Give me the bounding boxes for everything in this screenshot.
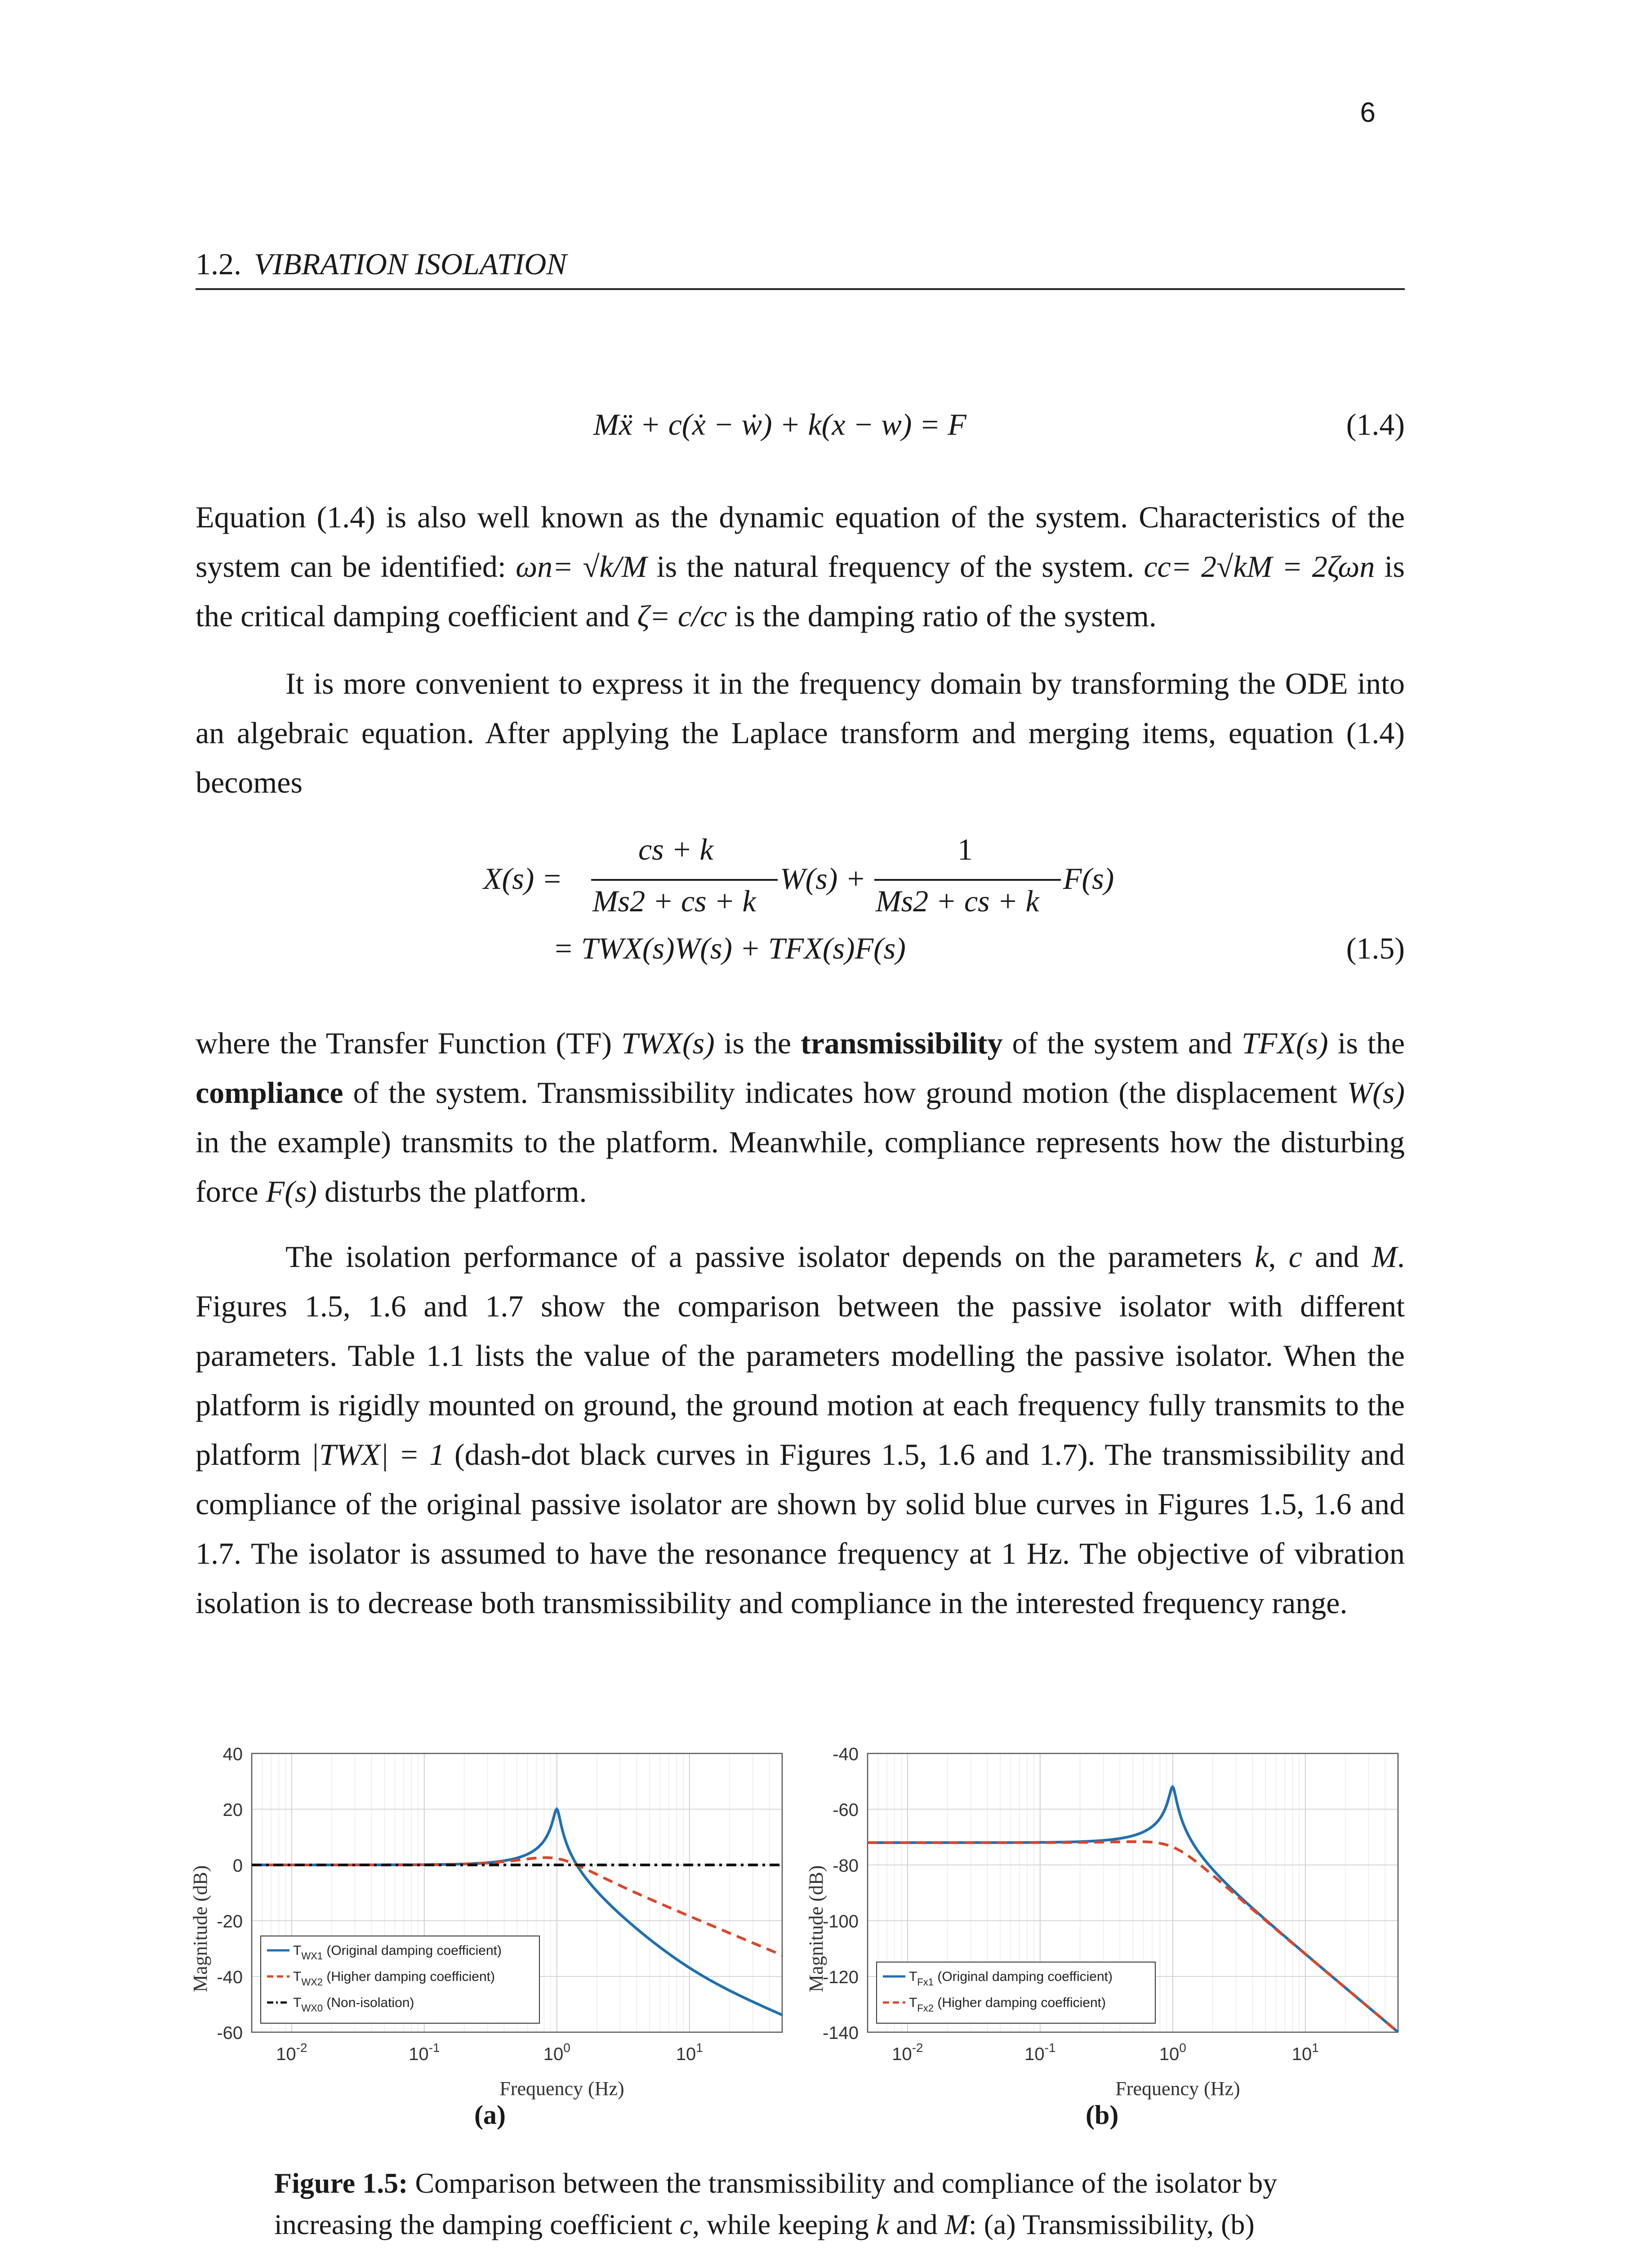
p3-a: where the Transfer Function (TF) — [196, 1026, 621, 1060]
legend-entry: $T_{Fx1}$ (Original damping coefficient) — [909, 1969, 1113, 1988]
p1-line2b: is the natural frequency of the system. — [647, 549, 1144, 584]
sublabel-a: (a) — [474, 2100, 506, 2130]
legend-entry: $T_{WX0}$ (Non-isolation) — [293, 1995, 414, 2014]
p4-c: c — [1288, 1240, 1302, 1274]
section-title: VIBRATION ISOLATION — [254, 247, 567, 281]
p4-a: The isolation performance of a passive isolator depends on the parameters — [285, 1240, 1255, 1274]
p4-abs: |TWX| = 1 — [311, 1437, 445, 1472]
p3-f: in the example) transmits to the platform. Meanwhile, compliance represents how the disturbing force — [196, 1125, 1405, 1209]
p3-tfx: TFX(s) — [1242, 1026, 1328, 1060]
paragraph-4 — [196, 1232, 1405, 1628]
p4-f: (dash-dot black curves in Figures 1.5, 1.6 and 1.7). The transmissibility and compliance of the original passive isolator are shown by solid blue curves in Figures 1.5, 1.6 and 1.7. The isolator is assumed to have the resonance frequency at 1 Hz. The objective of vibration isolation is to decrease both transmissibility and compliance in the interested frequency range. — [196, 1437, 1405, 1620]
y-tick-label: 40 — [223, 1744, 243, 1764]
paragraph-2: It is more convenient to express it in the frequency domain by transforming the ODE into an algebraic equation. After applying the Laplace transform and merging items, equation (1.4) becomes — [196, 666, 1405, 799]
p3-compliance: compliance — [196, 1075, 343, 1110]
y-tick-label: -60 — [833, 1800, 859, 1820]
y-tick-label: -40 — [217, 1967, 243, 1987]
y-axis-label: Magnitude (dB) — [805, 1865, 827, 1993]
legend-entry: $T_{WX2}$ (Higher damping coefficient) — [293, 1969, 495, 1988]
eq15-term2: F(s) — [1063, 861, 1114, 896]
p1-omega-n: ωn= √k/M — [516, 549, 647, 584]
x-axis-label: Frequency (Hz) — [1115, 2078, 1240, 2100]
p1-line3c: is the damping ratio of the system. — [727, 599, 1157, 633]
paragraph-3 — [196, 1018, 1405, 1216]
p4-b: , — [1268, 1240, 1289, 1274]
p3-g: disturbs the platform. — [316, 1174, 587, 1209]
p4-d: and — [1302, 1240, 1372, 1274]
p4-e: . Figures 1.5, 1.6 and 1.7 show the comparison between the passive isolator with different parameters. Table 1.1 lists the value of the parameters modelling the passive isolator. When the platform is rigidly mounted on ground, the ground motion at each frequency fully transmits to the platform — [196, 1240, 1405, 1472]
p3-e: of the system. Transmissibility indicates how ground motion (the displacement — [343, 1075, 1347, 1110]
eq15-line2: = TWX(s)W(s) + TFX(s)F(s) — [553, 931, 906, 965]
p3-d: is the — [1328, 1026, 1405, 1060]
caption-c: c — [679, 2208, 692, 2240]
caption-end: : (a) Transmissibility, (b) — [968, 2208, 1255, 2240]
y-tick-label: -40 — [833, 1744, 859, 1764]
p4-m: M — [1371, 1240, 1398, 1274]
eq15-num2: 1 — [957, 832, 973, 866]
page-number: 6 — [1360, 97, 1376, 128]
p1-line2a: the system can be identified: — [196, 500, 1405, 584]
x-tick-label: $10^0$ — [1159, 2041, 1186, 2064]
p1-zeta: ζ= c/cc — [637, 599, 727, 633]
x-tick-label: $10^1$ — [1291, 2041, 1319, 2064]
p1-line3b: is the critical damping coefficient and — [196, 549, 1405, 633]
caption-and: and — [889, 2208, 945, 2240]
p3-ws: W(s) — [1347, 1075, 1405, 1110]
y-tick-label: -80 — [833, 1856, 859, 1876]
eq15-den1: Ms2 + cs + k — [592, 884, 756, 918]
p3-twx: TWX(s) — [621, 1026, 715, 1060]
eq15-term1: W(s) + — [780, 861, 866, 896]
caption-k: k — [876, 2208, 889, 2240]
y-tick-label: 20 — [223, 1800, 243, 1820]
x-tick-label: $10^{-1}$ — [1024, 2041, 1056, 2064]
sublabel-b: (b) — [1086, 2100, 1119, 2130]
legend-entry: $T_{WX1}$ (Original damping coefficient) — [293, 1943, 502, 1962]
chart-compliance — [796, 1740, 1425, 2100]
x-tick-label: $10^{-2}$ — [276, 2041, 307, 2064]
eq15-lhs: X(s) = — [483, 861, 563, 896]
figure-caption — [274, 2163, 1335, 2248]
caption-label: Figure 1.5: — [274, 2167, 408, 2199]
eq15-fracline-1 — [591, 879, 778, 881]
y-tick-label: -100 — [822, 1912, 859, 1931]
eq15-num1: cs + k — [638, 832, 713, 866]
running-head — [196, 246, 567, 282]
y-tick-label: -20 — [217, 1912, 243, 1931]
section-number: 1.2. — [196, 247, 241, 281]
x-tick-label: $10^0$ — [543, 2041, 570, 2064]
x-tick-label: $10^{-1}$ — [409, 2041, 440, 2064]
y-tick-label: -60 — [217, 2023, 243, 2043]
p4-k: k — [1255, 1240, 1269, 1274]
legend-entry: $T_{Fx2}$ (Higher damping coefficient) — [909, 1995, 1106, 2014]
p3-transmissibility: transmissibility — [800, 1026, 1003, 1060]
x-axis-label: Frequency (Hz) — [499, 2078, 624, 2100]
caption-text-b: , while keeping — [692, 2208, 876, 2240]
eq15-fracline-2 — [874, 879, 1061, 881]
p1-line3a: 2ζωn — [1312, 549, 1375, 584]
p3-fs: F(s) — [266, 1174, 317, 1209]
y-tick-label: 0 — [232, 1856, 243, 1876]
y-tick-label: -140 — [822, 2023, 859, 2043]
eq15-den2: Ms2 + cs + k — [876, 884, 1039, 918]
caption-m: M — [944, 2208, 969, 2240]
caption-text-a: Comparison between the transmissibility and compliance of the isolator by increasing the damping coefficient — [274, 2167, 1278, 2240]
p3-c: of the system and — [1002, 1026, 1242, 1060]
equation-number-1-5: (1.5) — [1346, 931, 1405, 965]
y-axis-label: Magnitude (dB) — [189, 1865, 211, 1993]
paragraph-1 — [196, 492, 1405, 641]
equation-number-1-4: (1.4) — [1346, 407, 1405, 442]
x-tick-label: $10^{-2}$ — [892, 2041, 923, 2064]
p1-cc: cc= 2√kM = — [1144, 549, 1303, 584]
p3-b: is the — [714, 1026, 801, 1060]
x-tick-label: $10^1$ — [676, 2041, 703, 2064]
y-tick-label: -120 — [822, 1967, 859, 1987]
equation-1-4: Mẍ + c(ẋ − ẇ) + k(x − w) = F — [593, 407, 966, 442]
p1-line1: Equation (1.4) is also well known as the dynamic equation of the system. Characteristics of — [196, 500, 1357, 534]
chart-transmissibility — [180, 1740, 809, 2100]
header-rule — [196, 288, 1405, 290]
